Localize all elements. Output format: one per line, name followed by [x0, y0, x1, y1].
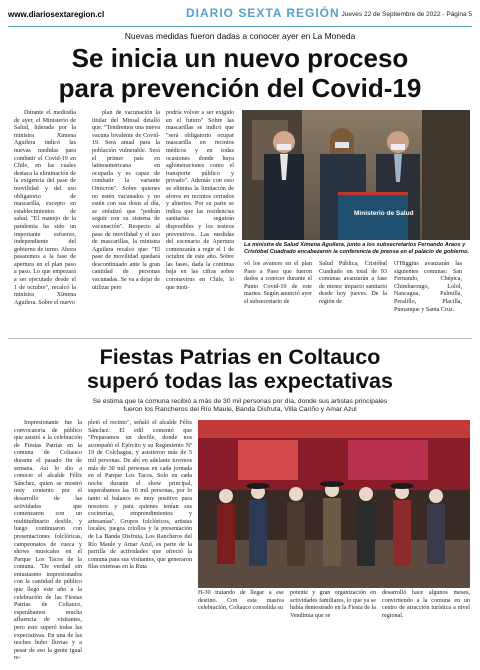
article1-title-line1: Se inicia un nuevo proceso — [71, 43, 409, 73]
article1-column-5: Salud Pública, Cristóbal Cuadrado un total de 93 comunas avanzarán a fase de menor impacto sanitario desde hoy jueves. De la región de — [319, 261, 387, 305]
article1-photo-caption: La ministra de Salud Ximena Aguilera, junto a los subsecretarios Fernando Araos y Cristóbal Cuadrado encabezaron la conferencia de prensa en el palacio de gobierno. — [244, 242, 470, 255]
article2-column-4: potente y gran organización en actividades familiares, lo que ya se había demostrado en la Fiesta de la Vendimia que se — [290, 590, 376, 619]
article1-column-4: vó los avances en el plan Paso a Paso que fueron dados a conocer durante el Punto Covid-19 de este martes. Según anunció ayer el subsecretario de — [244, 261, 312, 305]
paper-name: DIARIO SEXTA REGIÓN — [186, 6, 340, 20]
page-header — [8, 4, 472, 27]
article2-column-1: Impresionante fue la convocatoria de público que asistió a la celebración de Fiestas Patrias en la comuna de Coltauco durante el pasado fin de semana. Así lo dio a conocer el alcalde Félix Sánchez, quien se mostró muy contento por el desarrollo de las actividades que comenzaron con un multitudinario desfile, y luego continuaron con presentaciones folclóricas, campeonatos de cueca y shows musicales en el Parque Los Tacos de la comuna. "De verdad sin entusiasmo impresionados con la cantidad de público que llegó este año a la celebración de las Fiestas Patrias de Coltauco, esperábamos mucha afluencia de visitantes, pero esto superó todas las expectativas. En una de las noches hubo lluvias y a pesar de eso la gente igual re- — [14, 420, 82, 662]
article2-title-line2: superó todas las expectativas — [87, 369, 393, 393]
article2-column-3: H-30 tratando de llegar a ese destino. Con esta masiva celebración, Coltauco consolida su — [198, 590, 284, 612]
covid-conference-photo — [242, 110, 470, 240]
article2-column-5: desarrolló hace algunos meses, convirtiendo a la comuna en un centro de atracción turística a nivel regional. — [382, 590, 470, 619]
date-page: Jueves 22 de Septiembre de 2022 - Página 5 — [341, 11, 472, 18]
article2-column-2: pletó el recinto", señaló el alcalde Félix Sánchez. El edil comentó que "Preparamos un desfile, donde nos acompañó el Ejército y su Regimiento Nº 19 de Colchagua, y asistieron más de 5 mil personas. De ahí en adelante tuvimos más de 30 mil personas en cada jornada en el Parque Los Tacos. Solo en cada noche durante el show principal, superábamos las 10 mil personas, por lo tanto el balance es muy positivo para nosotros y para quienes tenían sus cocinerías, emprendimientos y artesanías". Grupos folclóricos, artistas locales, juegos criollos y la presentación de La Banda Disfruta, Los Rancheros del Río Maule y Amar Azul, es parte de la parrilla de actividades que ofreció la comuna para sus visitantes, que generaron filas extensas en la Ruta — [88, 420, 192, 571]
fiestas-patrias-illustration — [198, 420, 470, 588]
article2-deck-line2: fueron los Rancheros del Río Maule, Banda Disfruta, Villa Cariño y Amar Azul — [123, 406, 357, 413]
site-url[interactable]: www.diariosextaregion.cl — [8, 10, 105, 19]
article1-kicker: Nuevas medidas fueron dadas a conocer ayer en La Moneda — [124, 31, 356, 41]
article2-title-line1: Fiestas Patrias en Coltauco — [99, 345, 381, 369]
covid-conference-illustration — [242, 110, 470, 240]
article2-deck-line1: Se estima que la comuna recibió a más de 30 mil personas por día, donde sus artistas principales — [92, 398, 388, 405]
article1-title-line2: para prevención del Covid-19 — [58, 73, 422, 103]
article1-column-6: O'Higgins avanzarán las siguientes comunas: San Fernando, Chépica, Chimbarongo, Lolol, Nancagua, Palmilla, Peralillo, Placilla, Pumanque y Santa Cruz. — [394, 261, 462, 313]
article1-column-2: plan de vacunación la titular del Minsal detalló que: "Tendremos una nueva vacuna bivalente de Covid-19. Será anual para la población vulnerable. Será el primer país en latinoamericana en ocuparla y es capaz de combatir la variante Omicron". Sobre quienes no estén vacunados y no estén con sus dosis al día, se enfatizó que "podrán seguir con su sistema de vacunación". Respecto al pase de movilidad y el uso de mascarillas, la ministra Aguilera recalcó que: "El pase de movilidad quedará descontinuado ante la gran cantidad de personas vacunadas. Se va a dejar de utilizar pero — [92, 110, 160, 291]
section-divider — [8, 338, 472, 339]
podium-sign: Ministerio de Salud — [354, 210, 414, 217]
fiestas-patrias-photo — [198, 420, 470, 588]
article1-column-1: Durante el mediodía de ayer, el Ministerio de Salud, liderada por la ministra Ximena Aguilera indicó las nuevas medidas para combatir el Covid-19 en Chile, en las cuales destaca la eliminación de la exigencia del pase de movilidad y del uso obligatorio de mascarilla, excepto en establecimientos de salud. "El manejo de la pandemia ha sido un importante esfuerzo, independiente del gobierno de turno. Ahora pasaremos a la fase de apertura en el plan paso a paso. Lo que empezará a ser ejecutado desde el 1 de octubre", recalcó la ministra Ximena Aguilera. Sobre el nuevo — [14, 110, 76, 306]
article1-column-3: podría volver a ser exigido en el futuro" Sobre las mascarillas se indicó que "será obligatorio ocupar mascarilla en recintos médicos y en todas ocasiones donde haya aglomeraciones como el transporte público y privado". Además con esto se elimina la limitación de aforos en recintos cerrados y abiertos. Por su parte se indica que las residencias sanitarias seguirán disponibles y los testeos preventivos. Las medidas del escenario de Apertura comenzarán a regir el 1 de octubre de este año. Sobre las fases, dada la continua baja en las cifras sobre coronavirus en Chile, lo que moti- — [166, 110, 234, 291]
